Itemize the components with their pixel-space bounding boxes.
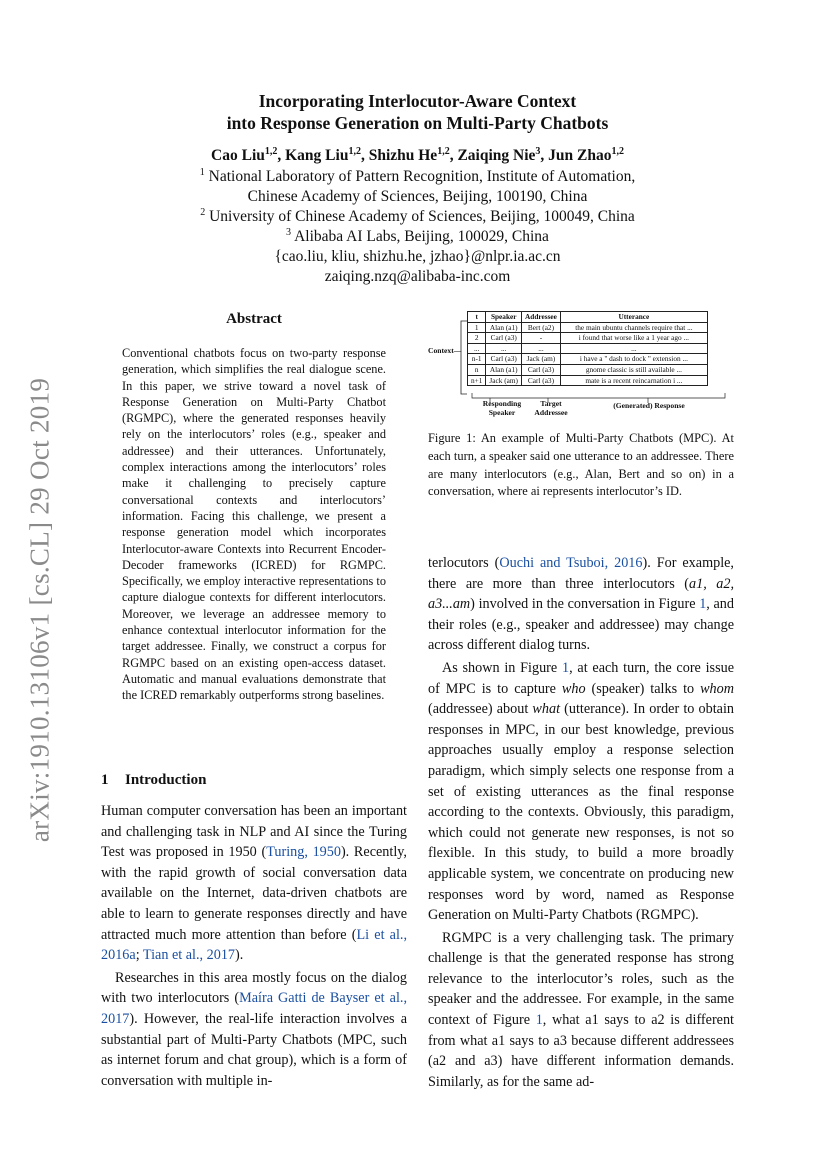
- context-label: Context—: [428, 346, 462, 355]
- table-header-row: [468, 312, 708, 323]
- affiliation-2: $^2$ University of Chinese Academy of Sciences, Beijing, 100049, China: [200, 206, 635, 225]
- citation-link[interactable]: Ouchi and Tsuboi, 2016: [499, 555, 643, 571]
- abstract-heading: Abstract: [226, 311, 282, 327]
- affiliation-3: $^3$ Alibaba AI Labs, Beijing, 100029, China: [286, 226, 549, 245]
- affiliation-1-cont: Chinese Academy of Sciences, Beijing, 100190, China: [247, 188, 588, 205]
- responding-speaker-label: Responding Speaker: [482, 399, 522, 417]
- section-number: 1: [101, 772, 109, 788]
- email-2: zaiqing.nzq@alibaba-inc.com: [324, 268, 511, 285]
- figure-1-table: [467, 311, 708, 386]
- citation-link[interactable]: Tian et al., 2017: [142, 947, 236, 964]
- table-row: 1 Alan (a1) Bert (a2) the main ubuntu channels require that ...: [468, 322, 708, 333]
- column-header: Addressee: [522, 312, 561, 323]
- abstract-text: Conventional chatbots focus on two-party response generation, which simplifies the real dialogue scene. In this paper, we strive toward a novel task of Response Generation on Multi-Party Chatbot (RGMPC), where the generated responses heavily rely on the interlocutors’ roles (e.g., speaker and addressee) and their utterances. Unfortunately, complex interactions among the interlocutors’ roles make it challenging to precisely capture conversational contexts and interlocutors’ information. Facing this challenge, we present a response generation model which incorporates Interlocutor-aware Contexts into Recurrent Encoder-Decoder frameworks (ICRED) for RGMPC. Specifically, we employ interactive representations to capture dialogue contexts for different interlocutors. Moreover, we leverage an addressee memory to enhance contextual interlocutor information for the target addressee. Finally, we construct a corpus for RGMPC based on an existing open-access dataset. Automatic and manual evaluations demonstrate that the ICRED remarkably outperforms strong baselines.: [122, 346, 386, 703]
- column-header: Utterance: [560, 312, 707, 323]
- right-paragraph-3: RGMPC is a very challenging task. The primary challenge is that the generated response has strong relevance to the interlocutor’s roles, such as the speaker and the addressee. For example, in the same context of Figure 1, what a1 says to a2 is different from what a1 says to a3 because different addressees (a2 and a3) have different information demands. Similarly, as for the same ad-: [428, 929, 735, 1090]
- table-row: n-1 Carl (a3) Jack (am) i have a " dash to dock " extension ...: [468, 354, 708, 365]
- column-header: Speaker: [486, 312, 522, 323]
- author-3: Shizhu He$^{1,2}$: [368, 145, 450, 164]
- generated-response-label: (Generated) Response: [613, 401, 685, 410]
- email-1: {cao.liu, kliu, shizhu.he, jzhao}@nlpr.ia.ac.cn: [274, 248, 561, 265]
- author-4: Zaiqing Nie$^3$: [457, 145, 541, 164]
- right-paragraph-2: As shown in Figure 1, at each turn, the core issue of MPC is to capture who (speaker) talks to whom (addressee) about what (utterance). In order to obtain responses in MPC, in our best knowledge, previous approaches usually employ a response selection paradigm, which simply selects one response from a set of existing utterances as the final response according to the contexts. Obviously, this paradigm, which could not generate new responses, is not so flexible. In this study, to build a more broadly applicable system, we concentrate on producing new responses word by word, named as Response Generation on Multi-Party Chatbots (RGMPC).: [428, 659, 734, 924]
- column-header: t: [468, 312, 486, 323]
- arxiv-stamp: [20, 370, 60, 850]
- title-line-2: into Response Generation on Multi-Party Chatbots: [226, 113, 609, 133]
- figure-1-caption: Figure 1: An example of Multi-Party Chatbots (MPC). At each turn, a speaker said one utterance to an addressee. There are many interlocutors (e.g., Alan, Bert and so on) in a conversation, where ai represents interlocutor’s ID.: [428, 431, 734, 499]
- affiliation-1: $^1$ National Laboratory of Pattern Recognition, Institute of Automation,: [199, 166, 636, 185]
- citation-link[interactable]: Li et al., 2016a: [101, 926, 407, 964]
- figure-ref-link[interactable]: 1: [699, 596, 707, 613]
- table-row: n+1 Jack (am) Carl (a3) mate is a recent reincarnation i ...: [468, 375, 708, 386]
- target-addressee-label: Target Addressee: [534, 399, 568, 417]
- figure-ref-link[interactable]: 1: [535, 1012, 543, 1029]
- author-list: Cao Liu$^{1,2}$, Kang Liu$^{1,2}$, Shizhu He$^{1,2}$, Zaiqing Nie$^3$, Jun Zhao$^{1,2}$: [211, 145, 624, 164]
- table-row: 2 Carl (a3) - i found that worse like a 1 year ago ...: [468, 333, 708, 344]
- table-row: ... ... ... ...: [468, 343, 708, 354]
- intro-paragraph-2: Researches in this area mostly focus on the dialog with two interlocutors (Maíra Gatti de Bayser et al., 2017). However, the real-life interaction involves a substantial part of Multi-Party Chatbots (MPC, such as internet forum and chat group), which is a form of conversation with multiple in-: [101, 969, 407, 1089]
- right-paragraph-1: terlocutors (Ouchi and Tsuboi, 2016). For example, there are more than three interlocutors (a1, a2, a3...am) involved in the conversation in Figure 1, and their roles (e.g., speaker and addressee) may change across different dialog turns.: [428, 555, 734, 654]
- intro-left-column: [101, 801, 407, 1091]
- table-row: n Alan (a1) Carl (a3) gnome classic is still available ...: [468, 364, 708, 375]
- author-2: Kang Liu$^{1,2}$: [285, 145, 361, 164]
- intro-right-column: [428, 553, 734, 1092]
- author-5: Jun Zhao$^{1,2}$: [548, 145, 624, 164]
- affiliations: [100, 167, 735, 287]
- figure-ref-link[interactable]: 1: [561, 659, 570, 676]
- arxiv-stamp-text: arXiv:1910.13106v1 [cs.CL] 29 Oct 2019: [24, 377, 55, 843]
- section-title: Introduction: [125, 772, 207, 788]
- paper-title: [100, 90, 735, 134]
- author-1: Cao Liu$^{1,2}$: [211, 145, 278, 164]
- intro-paragraph-1: Human computer conversation has been an important and challenging task in NLP and AI since the Turing Test was proposed in 1950 (Turing, 1950). Recently, with the rapid growth of social conversation data available on the Internet, data-driven chatbots are able to learn to generate responses directly and have attracted much more attention than before (Li et al., 2016a; Tian et al., 2017).: [101, 803, 407, 964]
- citation-link[interactable]: Turing, 1950: [266, 844, 341, 861]
- citation-link[interactable]: Maíra Gatti de Bayser et al., 2017: [101, 990, 407, 1027]
- title-line-1: Incorporating Interlocutor-Aware Context: [258, 91, 577, 111]
- section-heading: [101, 772, 407, 789]
